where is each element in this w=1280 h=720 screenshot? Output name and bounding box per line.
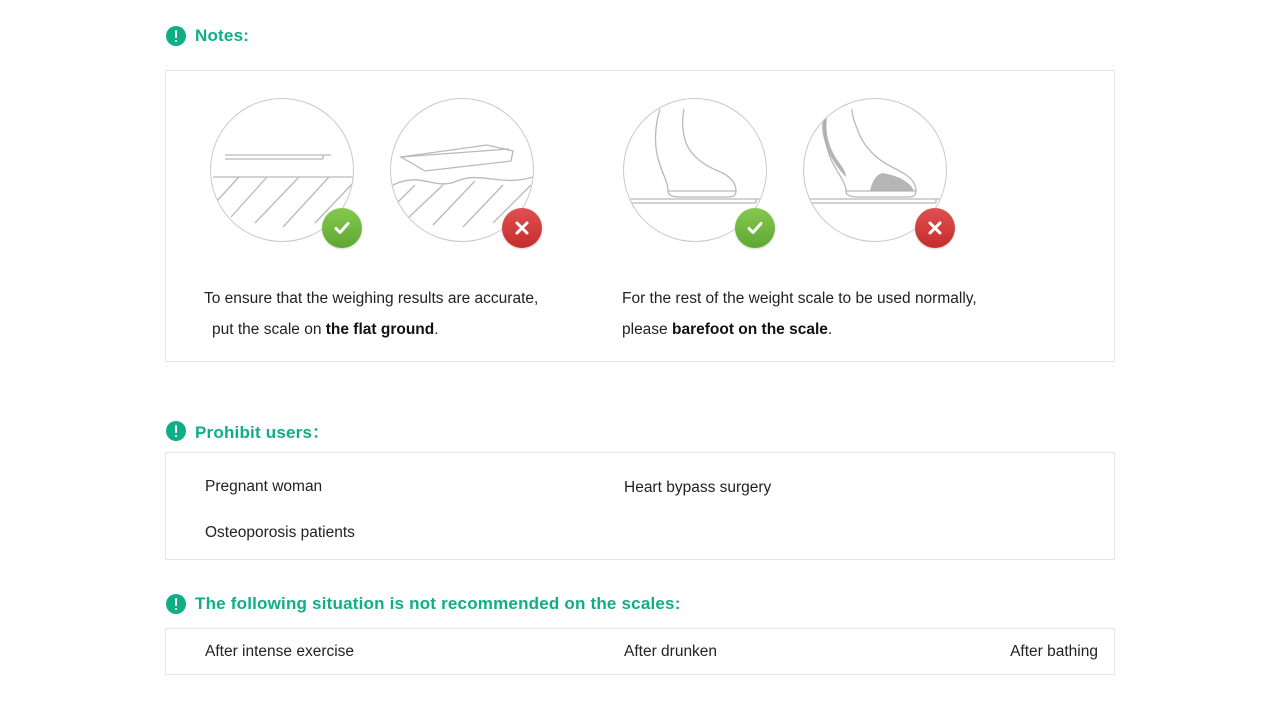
illustration-scale-on-carpet (390, 98, 536, 244)
caption-left-emphasis: the flat ground (325, 321, 435, 338)
list-item: After drunken (624, 643, 718, 660)
prohibit-users-panel (165, 452, 1115, 560)
prohibit-users-heading-label: Prohibit users： (195, 423, 330, 442)
caption-right-line2 (622, 314, 1052, 345)
caption-right-suffix: . (827, 321, 833, 338)
caption-right-emphasis: barefoot on the scale (671, 321, 828, 338)
not-recommended-heading (166, 594, 681, 614)
check-badge-icon (322, 208, 362, 248)
caption-left-suffix: . (434, 321, 439, 338)
illustration-socks-on-scale (803, 98, 949, 244)
list-item: After intense exercise (205, 643, 355, 660)
check-badge-icon (735, 208, 775, 248)
list-item: Osteoporosis patients (205, 524, 355, 541)
caption-left-line2 (204, 314, 624, 345)
notes-heading (166, 26, 249, 46)
illustration-barefoot-on-scale (623, 98, 769, 244)
illustration-scale-on-flat-ground (210, 98, 356, 244)
prohibit-users-heading (166, 418, 329, 443)
cross-badge-icon (915, 208, 955, 248)
notes-caption-left (204, 283, 624, 345)
caption-left-prefix: put the scale on (212, 321, 326, 338)
exclamation-circle-icon (166, 26, 186, 46)
caption-left-line1: To ensure that the weighing results are accurate, (204, 290, 539, 307)
illustration-row (166, 71, 1114, 261)
notes-heading-label: Notes: (195, 26, 250, 45)
caption-right-line1: For the rest of the weight scale to be used normally, (622, 290, 977, 307)
caption-right-prefix: please (622, 321, 672, 338)
exclamation-circle-icon (166, 421, 186, 441)
cross-badge-icon (502, 208, 542, 248)
notes-caption-right (622, 283, 1052, 345)
list-item: Heart bypass surgery (624, 479, 772, 496)
exclamation-circle-icon (166, 594, 186, 614)
not-recommended-panel (165, 628, 1115, 675)
notes-panel (165, 70, 1115, 362)
not-recommended-heading-label: The following situation is not recommended on the scales: (195, 594, 681, 613)
list-item: After bathing (1010, 643, 1098, 660)
list-item: Pregnant woman (205, 478, 323, 495)
